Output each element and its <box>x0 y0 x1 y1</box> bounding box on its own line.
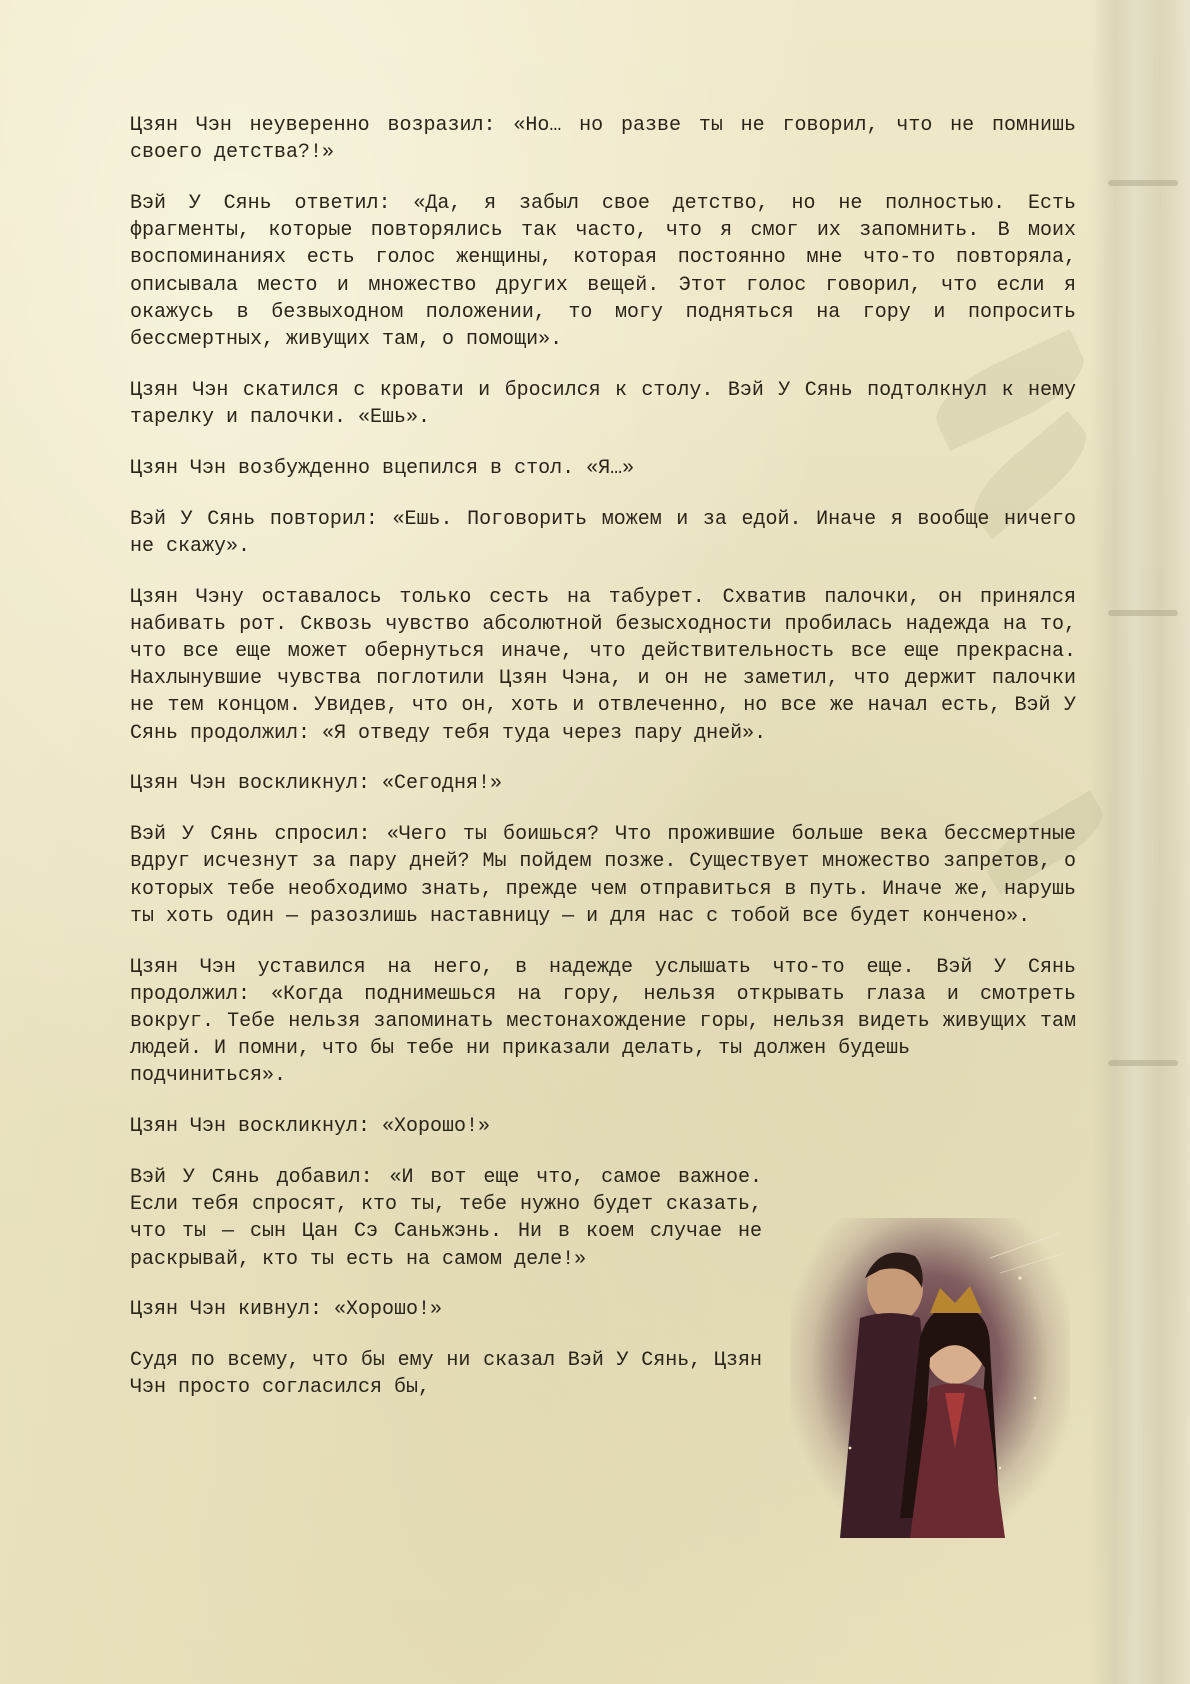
paragraph: Цзян Чэн уставился на него, в надежде услышать что-то еще. Вэй У Сянь продолжил: «Когда поднимешься на гору, нельзя открывать глаза и смотреть вокруг. Тебе нельзя запоминать местонахождение горы, нельзя видеть живущих там людей. И помни, что бы тебе ни приказали делать, ты должен будешь <box>130 955 1076 1061</box>
illustration-art <box>790 1218 1070 1538</box>
paragraph: Цзян Чэн воскликнул: «Хорошо!» <box>130 1115 491 1139</box>
bamboo-node <box>1108 1060 1178 1066</box>
crown-icon <box>930 1286 982 1313</box>
bamboo-decoration <box>1090 0 1190 1684</box>
bamboo-node <box>1108 610 1178 616</box>
bamboo-node <box>1108 180 1178 186</box>
paragraph: Вэй У Сянь добавил: «И вот еще что, самое важное. Если тебя спросят, кто ты, тебе нужно будет сказать, что ты — сын Цан Сэ Саньжэнь. Ни в коем случае не раскрывай, кто ты есть на самом деле!» <box>130 1166 762 1271</box>
paragraph: Вэй У Сянь ответил: «Да, я забыл свое детство, но не полностью. Есть фрагменты, которые повторялись так часто, что я смог их запомнить. В моих воспоминаниях есть голос женщины, которая постоянно мне что-то повторяла, описывала место и множество других вещей. Этот голос говорил, что если я окажусь в безвыходном положении, то могу подняться на гору и попросить бессмертных, живущих там, о помощи». <box>130 192 1076 352</box>
paragraph: Цзян Чэн неуверенно возразил: «Но… но разве ты не говорил, что не помнишь своего детства?!» <box>130 114 1076 165</box>
light-streak <box>990 1233 1060 1258</box>
paragraph: Цзян Чэн воскликнул: «Сегодня!» <box>130 772 503 796</box>
paragraph: Цзян Чэн скатился с кровати и бросился к столу. Вэй У Сянь подтолкнул к нему тарелку и палочки. «Ешь». <box>130 378 1076 430</box>
light-streak <box>1000 1253 1065 1273</box>
sparkle-icon <box>1034 1397 1037 1400</box>
character-illustration <box>790 1218 1070 1538</box>
paragraph: подчиниться». <box>130 1064 287 1088</box>
paragraph: Судя по всему, что бы ему ни сказал Вэй У Сянь, Цзян Чэн просто согласился бы, <box>130 1349 762 1400</box>
paragraph: Цзян Чэн возбужденно вцепился в стол. «Я…» <box>130 456 635 480</box>
paragraph: Вэй У Сянь спросил: «Чего ты боишься? Что прожившие больше века бессмертные вдруг исчезнут за пару дней? Мы пойдем позже. Существует множество запретов, о которых тебе необходимо знать, прежде чем отправиться в путь. Иначе же, нарушь ты хоть один — разозлишь наставницу — и для нас с тобой все будет кончено». <box>130 823 1076 928</box>
sparkle-icon <box>849 1447 852 1450</box>
paragraph: Цзян Чэн кивнул: «Хорошо!» <box>130 1298 443 1322</box>
sparkle-icon <box>999 1467 1001 1469</box>
paragraph: Цзян Чэну оставалось только сесть на табурет. Схватив палочки, он принялся набивать рот. Сквозь чувство абсолютной безысходности пробилась надежда на то, что все еще может обернуться иначе, что действительность все еще прекрасна. Нахлынувшие чувства поглотили Цзян Чэна, и он не заметил, что держит палочки не тем концом. Увидев, что он, хоть и отвлеченно, но все же начал есть, Вэй У Сянь продолжил: «Я отведу тебя туда через пару дней». <box>130 585 1076 745</box>
sparkle-icon <box>1018 1276 1021 1279</box>
paragraph: Вэй У Сянь повторил: «Ешь. Поговорить можем и за едой. Иначе я вообще ничего не скажу». <box>130 507 1076 558</box>
